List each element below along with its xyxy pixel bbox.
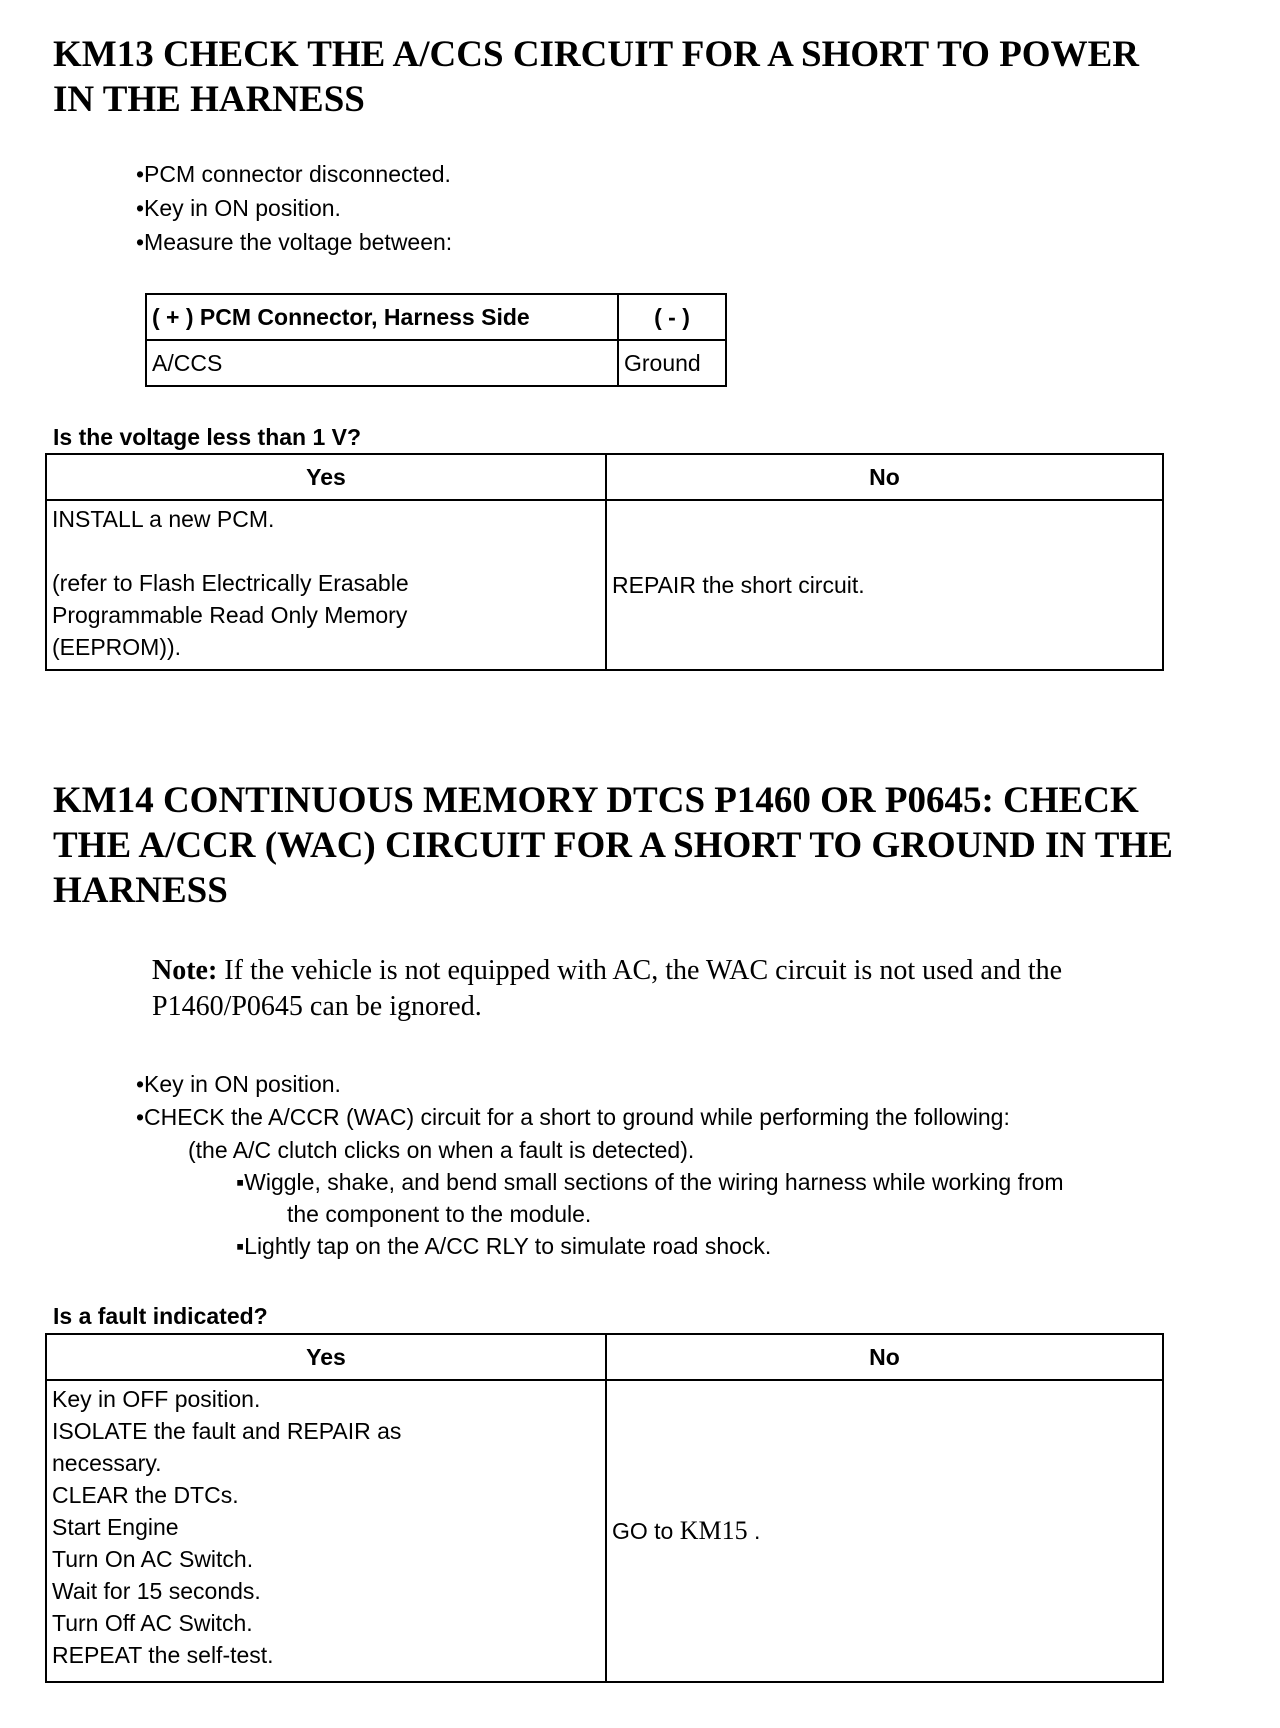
km14-subbullet: ▪Wiggle, shake, and bend small sections of the wiring harness while working from bbox=[236, 1169, 1064, 1195]
km14-subbullet: ▪Lightly tap on the A/CC RLY to simulate road shock. bbox=[236, 1233, 772, 1259]
yes-text: REPEAT the self-test. bbox=[52, 1642, 274, 1668]
no-cell: GO to KM15 . bbox=[606, 1380, 1163, 1682]
km15-link[interactable]: KM15 bbox=[679, 1516, 748, 1545]
no-header: No bbox=[606, 1334, 1163, 1380]
measure-cell: A/CCS bbox=[146, 340, 618, 386]
yes-text: Turn Off AC Switch. bbox=[52, 1610, 253, 1636]
yes-text: Key in OFF position. bbox=[52, 1386, 261, 1412]
km13-heading: KM13 CHECK THE A/CCS CIRCUIT FOR A SHORT TO POWER IN THE HARNESS bbox=[53, 34, 1139, 120]
yes-text: Start Engine bbox=[52, 1514, 179, 1540]
km13-bullet: •Measure the voltage between: bbox=[136, 229, 453, 255]
km13-question: Is the voltage less than 1 V? bbox=[53, 424, 362, 450]
yes-text: (EEPROM)). bbox=[52, 634, 182, 660]
measure-header-negative: ( - ) bbox=[618, 294, 726, 340]
yes-cell bbox=[46, 500, 606, 670]
km14-answer-table bbox=[45, 1333, 1164, 1683]
yes-text: Wait for 15 seconds. bbox=[52, 1578, 261, 1604]
no-cell: REPAIR the short circuit. bbox=[606, 500, 1163, 670]
yes-text: necessary. bbox=[52, 1450, 162, 1476]
yes-text: Programmable Read Only Memory bbox=[52, 602, 408, 628]
yes-text: ISOLATE the fault and REPAIR as bbox=[52, 1418, 402, 1444]
measure-table bbox=[145, 293, 727, 387]
km13-answer-table bbox=[45, 453, 1164, 671]
measure-header-positive: ( + ) PCM Connector, Harness Side bbox=[146, 294, 618, 340]
km14-question: Is a fault indicated? bbox=[53, 1303, 268, 1329]
yes-text: Turn On AC Switch. bbox=[52, 1546, 254, 1572]
km13-bullet: •Key in ON position. bbox=[136, 195, 341, 221]
km14-bullet: •Key in ON position. bbox=[136, 1071, 341, 1097]
no-header: No bbox=[606, 454, 1163, 500]
km14-subbullet-cont: the component to the module. bbox=[287, 1201, 592, 1227]
km14-note: Note: If the vehicle is not equipped with AC, the WAC circuit is not used and the P1460/P0645 can be ignored. bbox=[152, 955, 1063, 1022]
km14-heading: KM14 CONTINUOUS MEMORY DTCS P1460 OR P0645: CHECK THE A/CCR (WAC) CIRCUIT FOR A SHORT TO GROUND IN THE HARNESS bbox=[53, 780, 1173, 911]
yes-text: (refer to Flash Electrically Erasable bbox=[52, 570, 409, 596]
km13-bullet: •PCM connector disconnected. bbox=[136, 161, 451, 187]
yes-text: CLEAR the DTCs. bbox=[52, 1482, 239, 1508]
yes-cell bbox=[46, 1380, 606, 1682]
yes-header: Yes bbox=[46, 1334, 606, 1380]
measure-cell: Ground bbox=[618, 340, 726, 386]
yes-header: Yes bbox=[46, 454, 606, 500]
km14-bullet: •CHECK the A/CCR (WAC) circuit for a short to ground while performing the following: bbox=[136, 1104, 1010, 1130]
km14-bullet-cont: (the A/C clutch clicks on when a fault is detected). bbox=[188, 1137, 695, 1163]
yes-text: INSTALL a new PCM. bbox=[52, 506, 275, 532]
